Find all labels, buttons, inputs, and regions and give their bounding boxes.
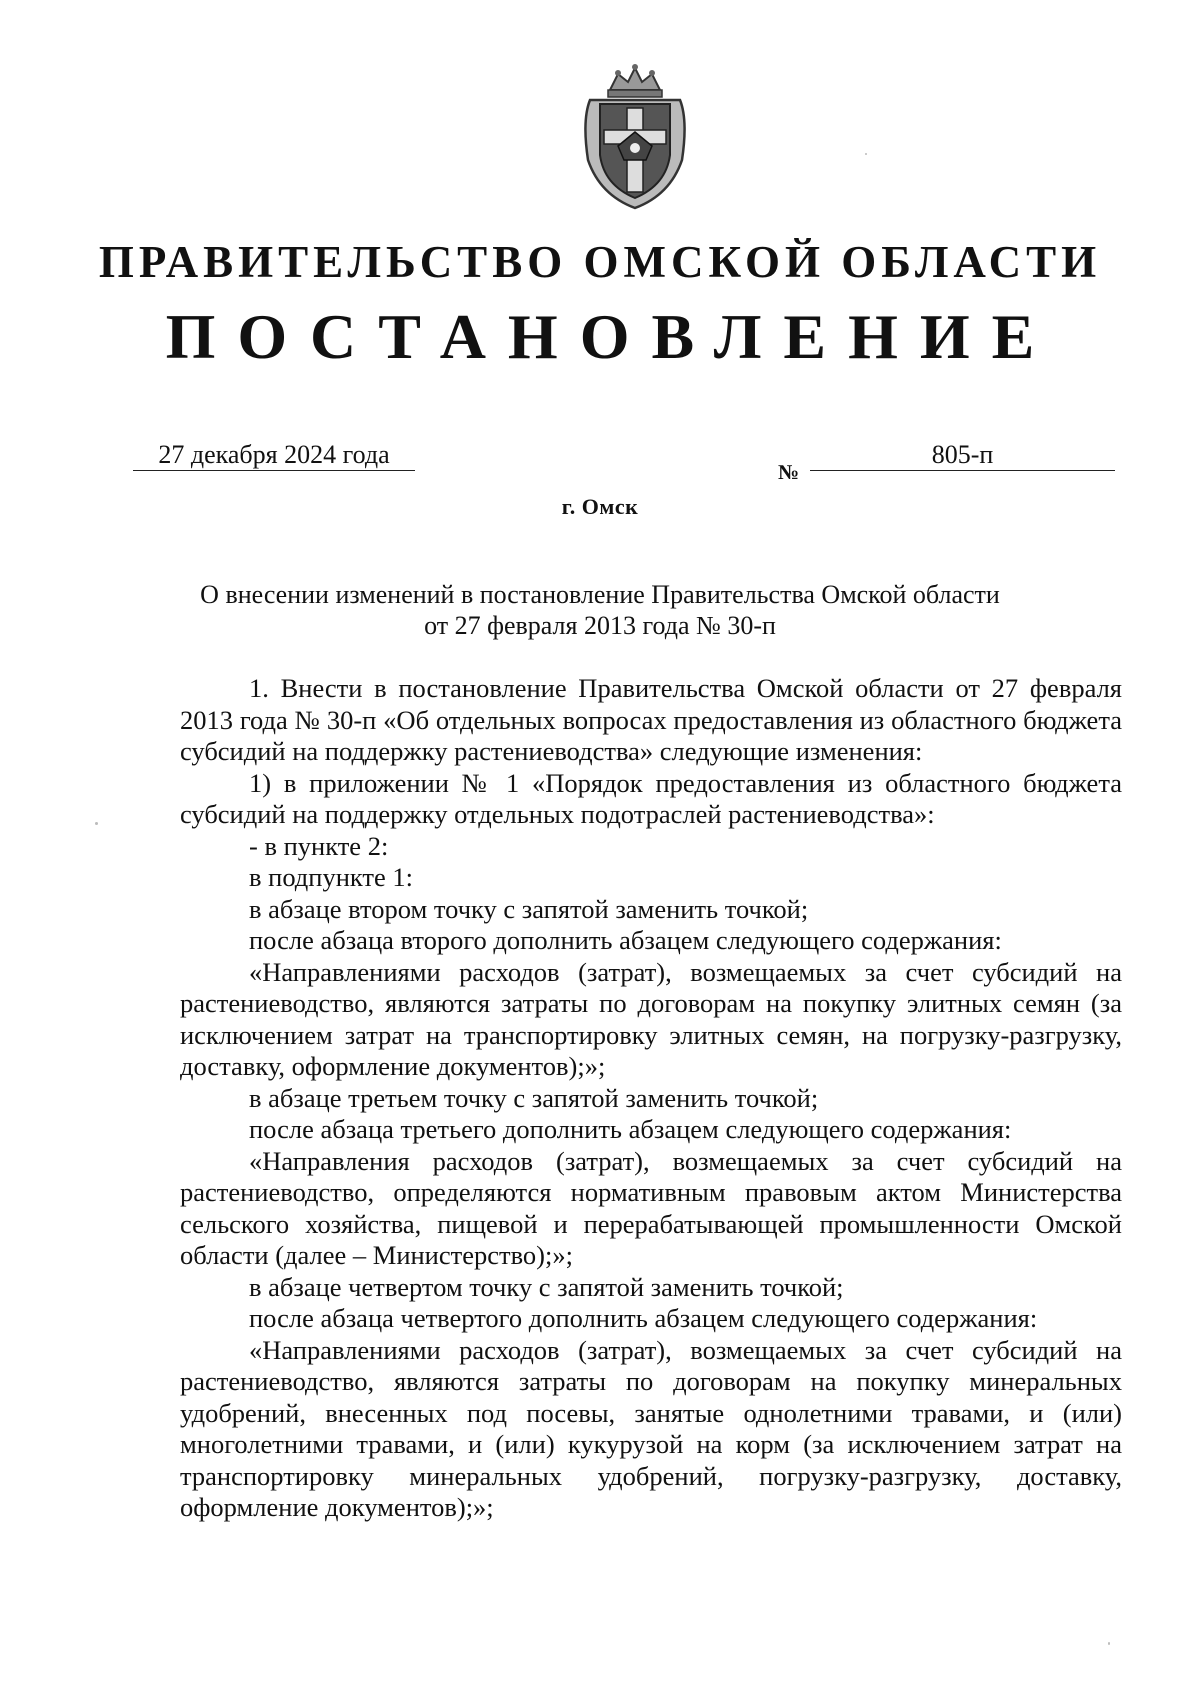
paragraph: 1. Внести в постановление Правительства Омской области от 27 февраля 2013 года № 30-п «Об отдельных вопросах предоставления из областного бюджета субсидий на поддержку растениеводства» следующие изменения: bbox=[180, 673, 1122, 766]
number-sign: № bbox=[778, 460, 800, 484]
paragraph: в абзаце четвертом точку с запятой заменить точкой; bbox=[249, 1271, 844, 1302]
title-line-1: О внесении изменений в постановление Правительства Омской области bbox=[200, 580, 1000, 609]
document-number: 805-п bbox=[810, 440, 1115, 471]
paragraph: в абзаце третьем точку с запятой заменить точкой; bbox=[249, 1082, 819, 1113]
scan-artifact bbox=[865, 153, 867, 155]
organization-name: ПРАВИТЕЛЬСТВО ОМСКОЙ ОБЛАСТИ bbox=[98, 237, 1102, 287]
document-title bbox=[150, 579, 1050, 641]
paragraph: в подпункте 1: bbox=[249, 862, 414, 892]
paragraph: после абзаца второго дополнить абзацем следующего содержания: bbox=[249, 925, 1002, 955]
document-type: ПОСТАНОВЛЕНИЕ bbox=[165, 301, 1057, 372]
paragraph: в абзаце втором точку с запятой заменить точкой; bbox=[249, 893, 809, 924]
paragraph: «Направления расходов (затрат), возмещаемых за счет субсидий на растениеводство, определяются нормативным правовым актом Министерства сельского хозяйства, пищевой и перерабатывающей промышленности Омской области (далее – Министерство);»; bbox=[180, 1145, 1122, 1270]
scan-artifact bbox=[95, 822, 98, 825]
paragraph: после абзаца третьего дополнить абзацем следующего содержания: bbox=[249, 1114, 1012, 1144]
paragraph: 1) в приложении № 1 «Порядок предоставления из областного бюджета субсидий на поддержку отдельных подотраслей растениеводства»: bbox=[180, 767, 1122, 829]
paragraph: после абзаца четвертого дополнить абзацем следующего содержания: bbox=[249, 1303, 1038, 1333]
city-label: г. Омск bbox=[561, 494, 639, 519]
paragraph: «Направлениями расходов (затрат), возмещаемых за счет субсидий на растениеводство, являются затраты по договорам на покупку минеральных удобрений, внесенных под посевы, занятые однолетними травами, и (или) многолетними травами, и (или) кукурузой на корм (за исключением затрат на транспортировку минеральных удобрений, погрузку-разгрузку, доставку, оформление документов);»; bbox=[180, 1334, 1122, 1522]
coat-of-arms-icon bbox=[570, 60, 700, 210]
document-body bbox=[180, 673, 1122, 1524]
paragraph: - в пункте 2: bbox=[249, 830, 389, 861]
scan-artifact bbox=[1108, 1642, 1110, 1645]
title-line-2: от 27 февраля 2013 года № 30-п bbox=[424, 611, 776, 640]
document-date: 27 декабря 2024 года bbox=[133, 440, 415, 471]
paragraph: «Направлениями расходов (затрат), возмещаемых за счет субсидий на растениеводство, являются затраты по договорам на покупку элитных семян (за исключением затрат на транспортировку элитных семян, на погрузку-разгрузку, доставку, оформление документов);»; bbox=[180, 956, 1122, 1081]
